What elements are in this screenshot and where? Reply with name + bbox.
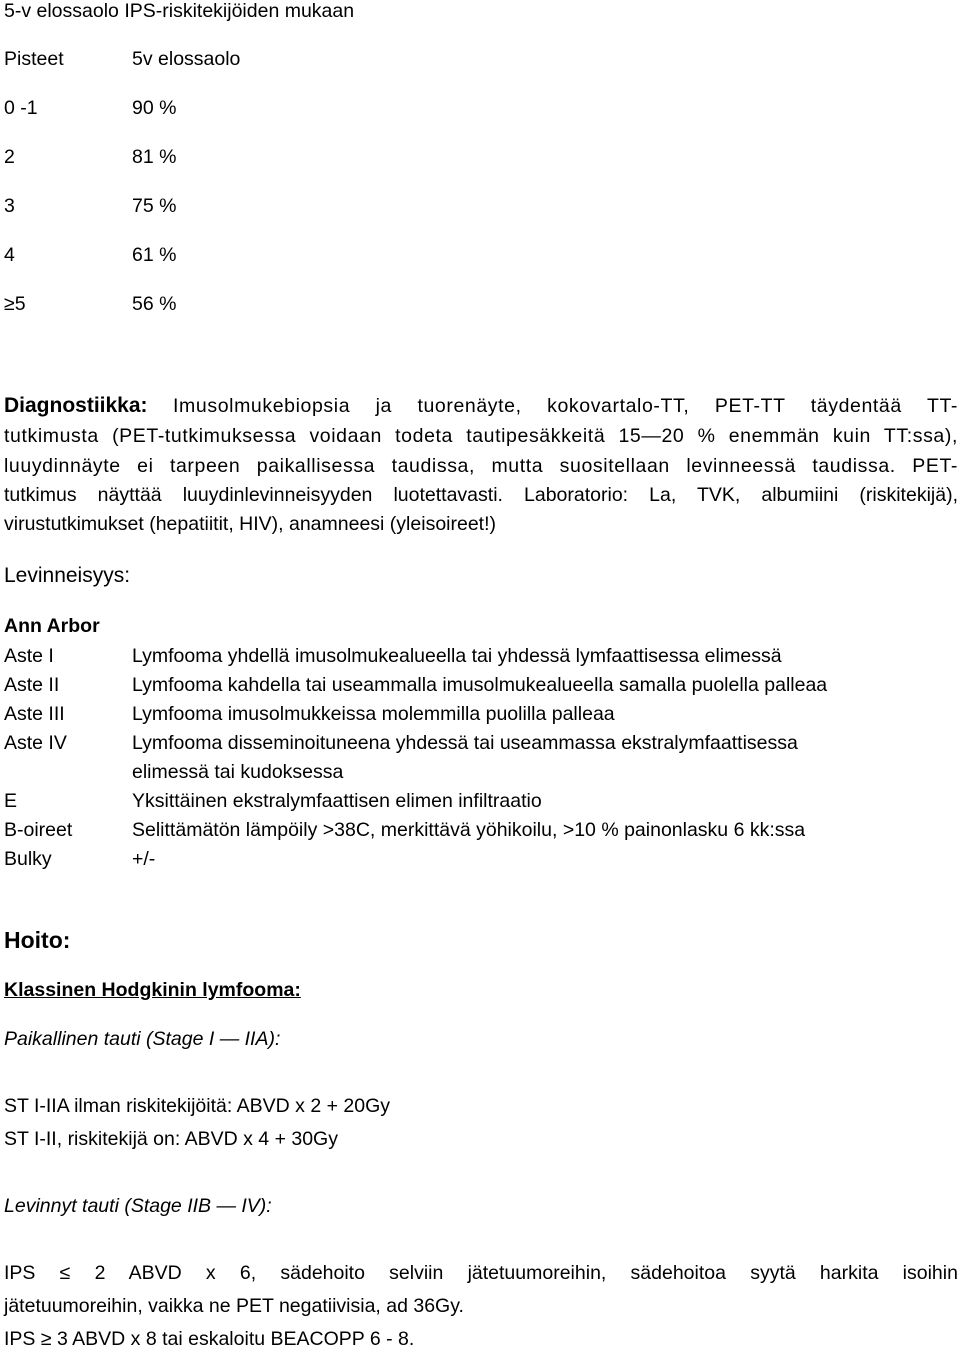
- survival-header-survival: 5v elossaolo: [132, 48, 241, 70]
- stage-description: Selittämätön lämpöily >38C, merkittävä yöhikoilu, >10 % painonlasku 6 kk:ssa: [132, 819, 806, 841]
- stage-description: Lymfooma imusolmukkeissa molemmilla puolilla palleaa: [132, 703, 615, 725]
- word: x: [205, 1262, 216, 1284]
- local-disease-heading: Paikallinen tauti (Stage I — IIA):: [4, 1028, 281, 1050]
- survival-row-value: 56 %: [132, 293, 177, 315]
- stage-term: Aste II: [4, 674, 60, 696]
- survival-row-value: 75 %: [132, 195, 177, 217]
- survival-row-points: 2: [4, 146, 15, 168]
- word: sädehoitoa: [630, 1262, 726, 1284]
- stage-term: Aste IV: [4, 732, 67, 754]
- stage-description: Lymfooma kahdella tai useammalla imusolmukealueella samalla puolella palleaa: [132, 674, 828, 696]
- word: ≤: [59, 1262, 71, 1284]
- diagnostics-text: Imusolmukebiopsia ja tuorenäyte, kokovartalo-TT, PET-TT täydentää TT-: [173, 395, 958, 417]
- stage-term: E: [4, 790, 18, 812]
- advanced-treatment-line-3: IPS ≥ 3 ABVD x 8 tai eskaloitu BEACOPP 6 - 8.: [4, 1328, 415, 1350]
- word: 2: [94, 1262, 106, 1284]
- advanced-treatment-line-2: jätetuumoreihin, vaikka ne PET negatiivisia, ad 36Gy.: [4, 1295, 464, 1317]
- survival-row-value: 61 %: [132, 244, 177, 266]
- diagnostics-label: Diagnostiikka:: [4, 394, 148, 417]
- advanced-treatment-line-1: [4, 1262, 958, 1285]
- treatment-title: Hoito:: [4, 927, 71, 953]
- word: sädehoito: [280, 1262, 365, 1284]
- word: IPS: [4, 1262, 36, 1284]
- staging-title: Levinneisyys:: [4, 564, 131, 587]
- local-treatment-line: ST I-IIA ilman riskitekijöitä: ABVD x 2 + 20Gy: [4, 1095, 390, 1117]
- survival-title: 5-v elossaolo IPS-riskitekijöiden mukaan: [4, 0, 355, 22]
- survival-row-points: 0 -1: [4, 97, 38, 119]
- treatment-subtitle: Klassinen Hodgkinin lymfooma:: [4, 979, 301, 1001]
- survival-row-value: 90 %: [132, 97, 177, 119]
- stage-description-continued: elimessä tai kudoksessa: [132, 761, 344, 783]
- diagnostics-line-5: virustutkimukset (hepatiitit, HIV), anamneesi (yleisoireet!): [4, 513, 497, 535]
- diagnostics-line-1: [4, 394, 958, 418]
- word: syytä: [750, 1262, 796, 1284]
- word: 6,: [239, 1262, 257, 1284]
- stage-term: B-oireet: [4, 819, 73, 841]
- word: selviin: [389, 1262, 444, 1284]
- survival-header-points: Pisteet: [4, 48, 64, 70]
- survival-row-points: 4: [4, 244, 15, 266]
- survival-row-points: 3: [4, 195, 15, 217]
- stage-term: Bulky: [4, 848, 52, 870]
- stage-description: Lymfooma yhdellä imusolmukealueella tai yhdessä lymfaattisessa elimessä: [132, 645, 782, 667]
- word: ABVD: [128, 1262, 182, 1284]
- advanced-disease-heading: Levinnyt tauti (Stage IIB — IV):: [4, 1195, 272, 1217]
- stage-term: Aste III: [4, 703, 65, 725]
- diagnostics-line-2: tutkimusta (PET-tutkimuksessa voidaan todeta tautipesäkkeitä 15—20 % enemmän kuin TT:ssa),: [4, 425, 958, 447]
- survival-row-points: ≥5: [4, 293, 26, 315]
- stage-term: Aste I: [4, 645, 54, 667]
- stage-description: Yksittäinen ekstralymfaattisen elimen infiltraatio: [132, 790, 542, 812]
- local-treatment-line: ST I-II, riskitekijä on: ABVD x 4 + 30Gy: [4, 1128, 338, 1150]
- word: jätetuumoreihin,: [467, 1262, 607, 1284]
- survival-row-value: 81 %: [132, 146, 177, 168]
- diagnostics-line-3: luuydinnäyte ei tarpeen paikallisessa taudissa, mutta suositellaan levinneessä taudissa. PET-: [4, 455, 958, 477]
- diagnostics-line-4: tutkimus näyttää luuydinlevinneisyyden luotettavasti. Laboratorio: La, TVK, albumiini (riskitekijä),: [4, 484, 958, 506]
- word: harkita: [819, 1262, 879, 1284]
- word: isoihin: [902, 1262, 958, 1284]
- stage-description: +/-: [132, 848, 156, 870]
- stage-description: Lymfooma disseminoituneena yhdessä tai useammassa ekstralymfaattisessa: [132, 732, 798, 754]
- staging-system: Ann Arbor: [4, 615, 100, 637]
